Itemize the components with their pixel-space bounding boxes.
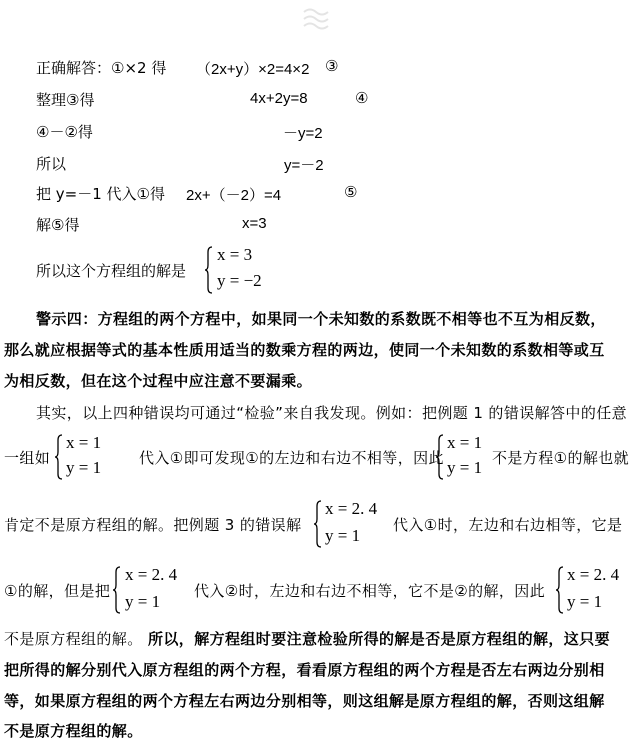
step7-label: 所以这个方程组的解是: [36, 262, 187, 280]
system1-line-1: x = 1: [66, 433, 102, 452]
step5-label: 把 y=－1 代入①得: [36, 185, 165, 203]
body-line-2b: 代入①即可发现①的左边和右边不相等，因此: [139, 449, 444, 467]
step3-equation: －y=2: [283, 125, 323, 142]
step2-label: 整理③得: [36, 91, 95, 109]
system2-line-1: x = 2. 4: [325, 499, 378, 518]
system4-line-1: x = 2. 4: [567, 565, 620, 584]
wave-watermark-icon: [300, 4, 336, 34]
system4-brace: [556, 566, 563, 614]
step4-label: 所以: [36, 155, 67, 173]
step3-label: ④－②得: [36, 123, 93, 141]
system-line-1: x = 3: [217, 245, 253, 264]
body-line-4a: ①的解，但是把: [4, 582, 111, 600]
body-line-3b: 代入①时，左边和右边相等，它是: [393, 516, 623, 534]
system2-line-2: y = 1: [325, 526, 361, 545]
warning-line-3: 为相反数，但在这个过程中应注意不要漏乘。: [4, 372, 313, 390]
system1-brace: [55, 434, 62, 480]
step1-label: 正确解答：①×2 得: [36, 59, 167, 77]
body-line-5a: 不是原方程组的解。: [4, 630, 143, 648]
system3-line-2: y = 1: [125, 592, 161, 611]
body-line-3a: 肯定不是原方程组的解。把例题 3 的错误解: [4, 516, 302, 534]
step6-label: 解⑤得: [36, 216, 80, 234]
body-line-2c: 不是方程①的解也就: [492, 449, 630, 467]
body-line-1: 其实，以上四种错误均可通过“检验”来自我发现。例如：把例题 1 的错误解答中的任意: [36, 404, 628, 422]
system1b-line-1: x = 1: [447, 433, 483, 452]
step2-equation: 4x+2y=8: [250, 90, 308, 107]
system3-line-1: x = 2. 4: [125, 565, 178, 584]
body-line-2a: 一组如: [4, 449, 51, 467]
system2-brace: [314, 500, 321, 548]
step5-equation: 2x+（－2）=4: [186, 187, 282, 204]
system4-line-2: y = 1: [567, 592, 603, 611]
system1b-brace: [436, 434, 443, 480]
step5-number: ⑤: [344, 183, 358, 201]
body-line-4b: 代入②时，左边和右边不相等，它不是②的解，因此: [194, 582, 546, 600]
system1-line-2: y = 1: [66, 458, 102, 477]
step2-number: ④: [355, 89, 369, 107]
step4-equation: y=－2: [284, 157, 324, 174]
step1-number: ③: [325, 57, 339, 75]
body-line-5b: 所以，解方程组时要注意检验所得的解是否是原方程组的解，这只要: [148, 630, 611, 648]
body-line-8: 不是原方程组的解。: [4, 722, 143, 740]
warning-line-2: 那么就应根据等式的基本性质用适当的数乘方程的两边，使同一个未知数的系数相等或互: [4, 341, 605, 359]
step1-equation: （2x+y）×2=4×2: [196, 61, 310, 78]
body-line-6: 把所得的解分别代入原方程组的两个方程，看看原方程组的两个方程是否左右两边分别相: [4, 661, 605, 679]
body-line-7: 等，如果原方程组的两个方程左右两边分别相等，则这组解是原方程组的解，否则这组解: [4, 692, 605, 710]
system-brace: [205, 246, 212, 294]
system3-brace: [113, 566, 120, 614]
warning-line-1: 警示四：方程组的两个方程中，如果同一个未知数的系数既不相等也不互为相反数，: [36, 310, 606, 328]
system-line-2: y = −2: [217, 271, 262, 290]
step6-equation: x=3: [242, 215, 267, 232]
system1b-line-2: y = 1: [447, 458, 483, 477]
